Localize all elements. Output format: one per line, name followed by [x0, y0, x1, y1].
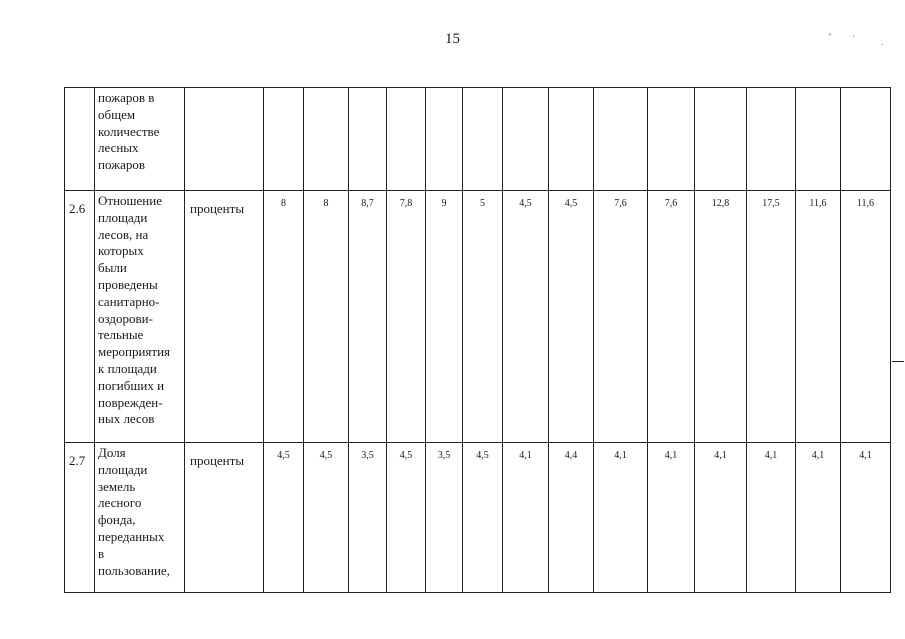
value-cell: 8	[264, 191, 304, 443]
scan-speck: .	[881, 37, 884, 47]
value-cell: 4,1	[695, 443, 747, 593]
value-cell: 4,1	[747, 443, 796, 593]
value-cell: 4,1	[841, 443, 891, 593]
value-cell: 4,5	[549, 191, 594, 443]
value-cell	[648, 88, 695, 191]
value-cell	[463, 88, 503, 191]
value-cell	[594, 88, 648, 191]
page-number: 15	[445, 31, 460, 47]
value-cell	[796, 88, 841, 191]
value-cell: 4,5	[387, 443, 426, 593]
value-cell: 12,8	[695, 191, 747, 443]
value-cell: 4,5	[304, 443, 349, 593]
margin-dash-mark	[892, 361, 904, 362]
value-cell: 11,6	[841, 191, 891, 443]
value-cell	[747, 88, 796, 191]
value-cell	[426, 88, 463, 191]
unit-cell: проценты	[185, 443, 264, 593]
value-cell: 3,5	[349, 443, 387, 593]
value-cell	[503, 88, 549, 191]
value-cell: 5	[463, 191, 503, 443]
indicator-name-cell: пожаров в общем количестве лесных пожаров	[95, 88, 185, 191]
value-cell: 7,6	[594, 191, 648, 443]
scan-speck: "	[828, 32, 832, 42]
table-row	[65, 88, 891, 191]
scan-speck: '	[853, 34, 855, 44]
unit-cell	[185, 88, 264, 191]
value-cell	[695, 88, 747, 191]
value-cell	[387, 88, 426, 191]
value-cell: 9	[426, 191, 463, 443]
value-cell: 8	[304, 191, 349, 443]
value-cell: 7,8	[387, 191, 426, 443]
indicators-table	[64, 87, 891, 593]
unit-cell: проценты	[185, 191, 264, 443]
value-cell	[549, 88, 594, 191]
value-cell	[304, 88, 349, 191]
value-cell: 4,5	[463, 443, 503, 593]
row-number-cell: 2.7	[65, 443, 95, 593]
row-number-cell: 2.6	[65, 191, 95, 443]
value-cell: 4,1	[594, 443, 648, 593]
value-cell: 4,1	[503, 443, 549, 593]
value-cell: 11,6	[796, 191, 841, 443]
value-cell	[349, 88, 387, 191]
value-cell: 4,5	[503, 191, 549, 443]
value-cell	[264, 88, 304, 191]
table-row	[65, 191, 891, 443]
table-row	[65, 443, 891, 593]
value-cell: 4,4	[549, 443, 594, 593]
value-cell: 8,7	[349, 191, 387, 443]
value-cell: 7,6	[648, 191, 695, 443]
value-cell: 4,5	[264, 443, 304, 593]
value-cell: 4,1	[648, 443, 695, 593]
row-number-cell	[65, 88, 95, 191]
value-cell: 4,1	[796, 443, 841, 593]
indicator-name-cell: Отношение площади лесов, на которых были проведены санитарно- оздорови- тельные мероприятия к площади погибших и поврежден- ных лесов	[95, 191, 185, 443]
indicator-name-cell: Доля площади земель лесного фонда, переданных в пользование,	[95, 443, 185, 593]
value-cell	[841, 88, 891, 191]
value-cell: 3,5	[426, 443, 463, 593]
value-cell: 17,5	[747, 191, 796, 443]
